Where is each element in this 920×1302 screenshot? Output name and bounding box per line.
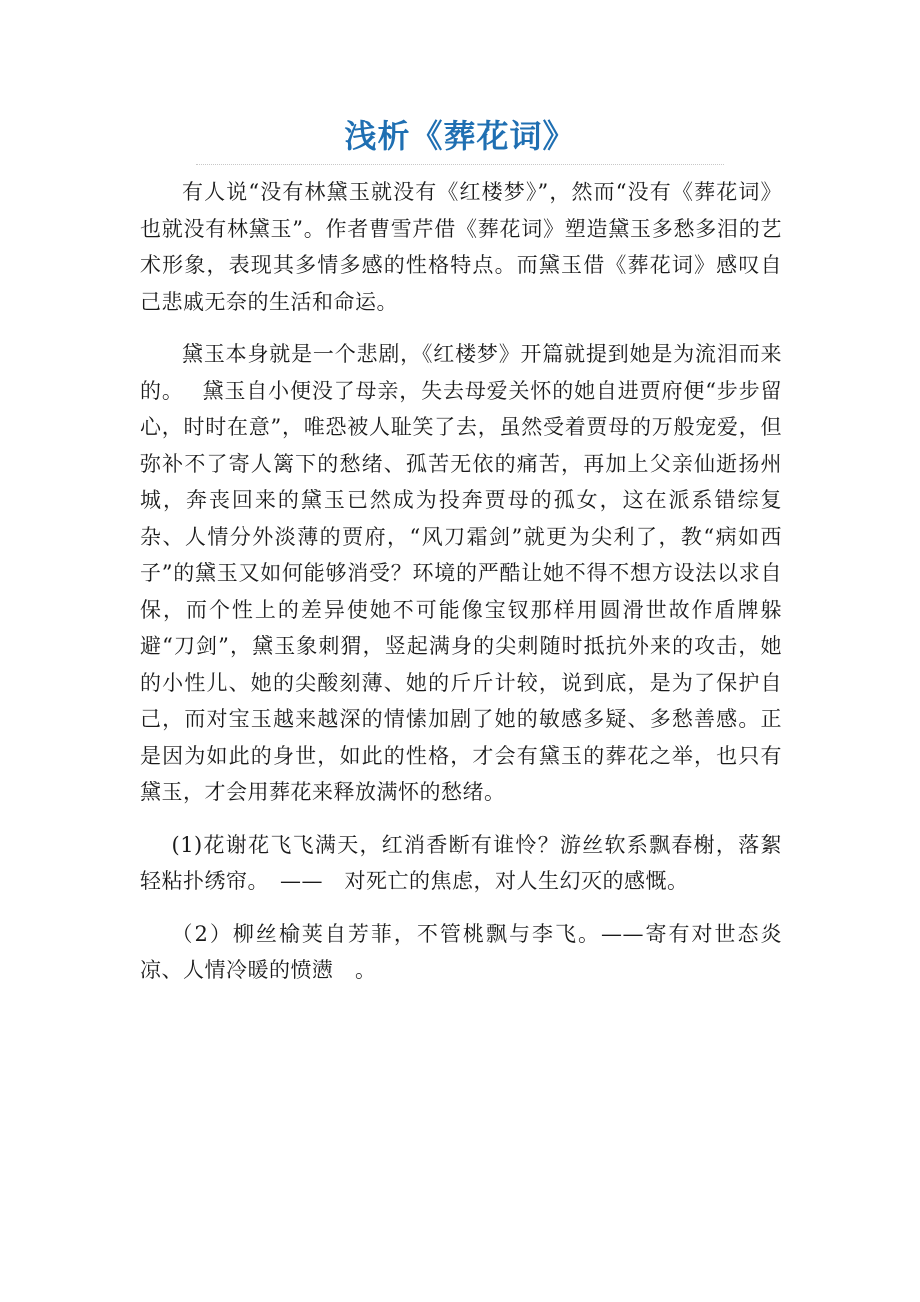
paragraph-intro: 有人说“没有林黛玉就没有《红楼梦》”，然而“没有《葬花词》也就没有林黛玉”。作者曹雪芹借《葬花词》塑造黛玉多愁多泪的艺术形象，表现其多情多感的性格特点。而黛玉借《葬花词》感叹自己悲戚无奈的生活和命运。 [140, 180, 782, 314]
paragraph-tragedy: 黛玉本身就是一个悲剧，《红楼梦》开篇就提到她是为流泪而来的。 黛玉自小便没了母亲，失去母爱关怀的她自进贾府便“步步留心，时时在意”，唯恐被人耻笑了去，虽然受着贾母的万般宠爱，但弥补不了寄人篱下的愁绪、孤苦无依的痛苦，再加上父亲仙逝扬州城，奔丧回来的黛玉已然成为投奔贾母的孤女，这在派系错综复杂、人情分外淡薄的贾府，“风刀霜剑”就更为尖利了，教“病如西子”的黛玉又如何能够消受？环境的严酷让她不得不想方设法以求自保，而个性上的差异使她不可能像宝钗那样用圆滑世故作盾牌躲避“刀剑”，黛玉象刺猬，竖起满身的尖刺随时抵抗外来的攻击，她的小性儿、她的尖酸刻薄、她的斤斤计较，说到底，是为了保护自己，而对宝玉越来越深的情愫加剧了她的敏感多疑、多愁善感。正是因为如此的身世，如此的性格，才会有黛玉的葬花之举，也只有黛玉，才会用葬花来释放满怀的愁绪。 [140, 342, 782, 804]
title-divider [196, 164, 724, 165]
document-title: 浅析《葬花词》 [344, 117, 576, 155]
paragraph-quote-1: (1)花谢花飞飞满天，红消香断有谁怜？游丝软系飘春榭，落絮轻粘扑绣帘。 —— 对死亡的焦虑，对人生幻灭的感慨。 [140, 832, 782, 893]
document-body [140, 174, 782, 1005]
paragraph-quote-2: （2）柳丝榆荚自芳菲，不管桃飘与李飞。——寄有对世态炎凉、人情冷暖的愤懑 。 [140, 921, 782, 982]
